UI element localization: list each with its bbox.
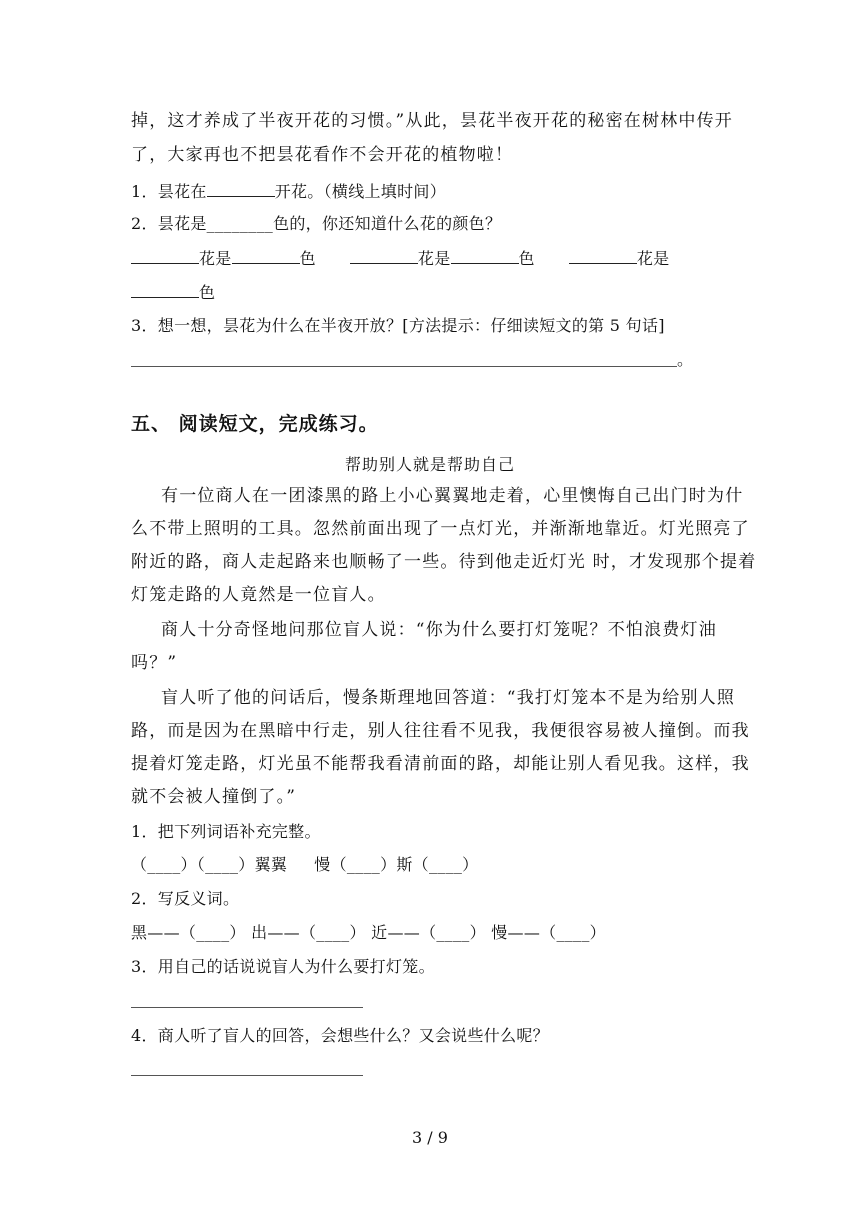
passage-line: 附近的路，商人走起路来也顺畅了一些。待到他走近灯光 时，才发现那个提着 — [131, 552, 757, 572]
exercise-3: 3．用自己的话说说盲人为什么要打灯笼。 — [131, 957, 435, 976]
passage-line: 盲人听了他的问话后，慢条斯理地回答道：“我打灯笼本不是为给别人照 — [161, 688, 736, 708]
question-2-blanks-row — [131, 248, 669, 269]
passage-line: 吗？” — [131, 653, 178, 673]
answer-blank — [131, 282, 199, 298]
page-number: 3 / 9 — [412, 1128, 448, 1147]
answer-line — [131, 1075, 363, 1076]
blank-label: 色 — [199, 283, 216, 302]
question-1 — [131, 181, 446, 202]
exercise-1: 1．把下列词语补充完整。 — [131, 822, 321, 841]
blank-label: 花是 — [417, 249, 451, 268]
blank-label: 花是 — [636, 249, 670, 268]
answer-blank — [350, 248, 418, 264]
passage-line: 商人十分奇怪地问那位盲人说：“你为什么要打灯笼呢？不怕浪费灯油 — [161, 620, 717, 640]
answer-line — [131, 366, 677, 367]
section-heading: 五、 阅读短文，完成练习。 — [131, 413, 379, 435]
passage-line: 有一位商人在一团漆黑的路上小心翼翼地走着，心里懊悔自己出门时为什 — [161, 486, 744, 506]
passage-line: 么不带上照明的工具。忽然前面出现了一点灯光，并渐渐地靠近。灯光照亮了 — [131, 519, 750, 539]
blank-label: 色 — [299, 249, 316, 268]
passage-line: 提着灯笼走路，灯光虽不能帮我看清前面的路，却能让别人看见我。这样，我 — [131, 754, 750, 774]
question-1-prefix: 1．昙花在 — [131, 182, 207, 201]
passage-line: 就不会被人撞倒了。” — [131, 787, 297, 807]
passage-line: 路，而是因为在黑暗中行走，别人往往看不见我，我便很容易被人撞倒。而我 — [131, 721, 750, 741]
passage-title: 帮助别人就是帮助自己 — [344, 455, 515, 474]
answer-blank — [569, 248, 637, 264]
answer-blank — [207, 181, 275, 197]
exercise-2-words: 黑——（____） 出——（____） 近——（____） 慢——（____） — [131, 923, 606, 942]
question-1-suffix: 开花。（横线上填时间） — [274, 182, 446, 201]
question-3: 3．想一想，昙花为什么在半夜开放？[方法提示：仔细读短文的第 5 句话] — [131, 316, 665, 335]
story-text-line: 了，大家再也不把昙花看作不会开花的植物啦！ — [131, 145, 514, 165]
exercise-1-words: （____）（____）翼翼 慢（____）斯（____） — [131, 855, 479, 874]
blank-label: 色 — [518, 249, 535, 268]
question-2-blanks-row — [131, 282, 215, 303]
question-2: 2．昙花是________色的，你还知道什么花的颜色？ — [131, 214, 502, 233]
answer-blank — [131, 248, 199, 264]
story-text-line: 掉，这才养成了半夜开花的习惯。”从此，昙花半夜开花的秘密在树林中传开 — [131, 111, 733, 131]
blank-label: 花是 — [199, 249, 232, 268]
exercise-2: 2．写反义词。 — [131, 889, 240, 908]
answer-line-period: 。 — [677, 350, 694, 369]
exercise-4: 4．商人听了盲人的回答，会想些什么？又会说些什么呢？ — [131, 1026, 549, 1045]
answer-blank — [232, 248, 300, 264]
answer-blank — [451, 248, 519, 264]
answer-line — [131, 1007, 363, 1008]
passage-line: 灯笼走路的人竟然是一位盲人。 — [131, 585, 386, 605]
